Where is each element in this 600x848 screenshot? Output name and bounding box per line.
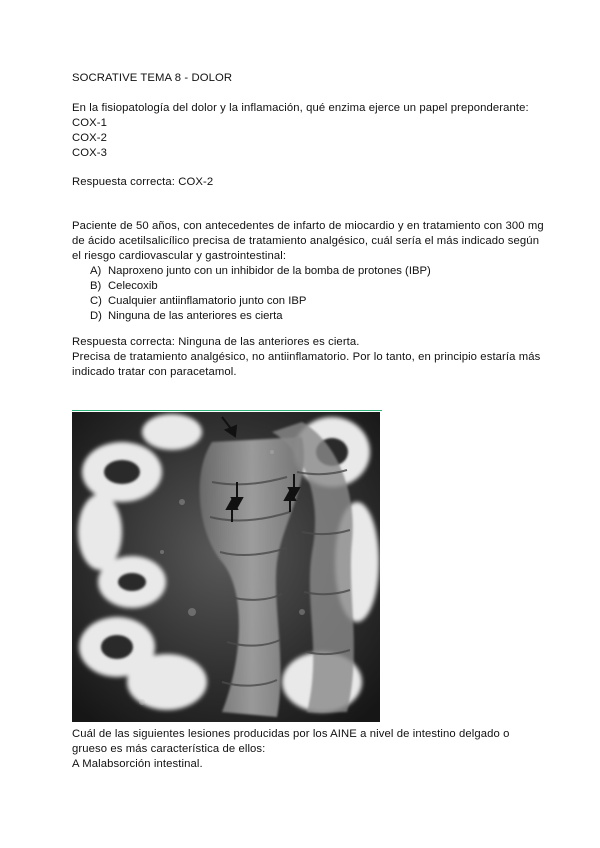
option-text: Celecoxib: [108, 280, 158, 292]
q2-option-d: [90, 309, 283, 324]
q1-option-2: COX-2: [72, 132, 108, 144]
q3-option-a: A Malabsorción intestinal.: [72, 758, 203, 770]
document-title: SOCRATIVE TEMA 8 - DOLOR: [72, 72, 233, 84]
option-text: Cualquier antiinflamatorio junto con IBP: [108, 295, 307, 307]
q2-line-3: el riesgo cardiovascular y gastrointestinal:: [72, 250, 287, 262]
q2-option-a: [90, 264, 431, 279]
q2-option-b: [90, 279, 158, 294]
option-text: Naproxeno junto con un inhibidor de la bomba de protones (IBP): [108, 265, 431, 277]
divider-line: [72, 410, 382, 411]
q2-line-1: Paciente de 50 años, con antecedentes de infarto de miocardio y en tratamiento con 300 mg: [72, 220, 544, 232]
question-1: En la fisiopatología del dolor y la inflamación, qué enzima ejerce un papel preponderante:: [72, 102, 529, 114]
xray-image: [72, 412, 380, 722]
option-letter: D): [90, 310, 102, 322]
option-text: Ninguna de las anteriores es cierta: [108, 310, 283, 322]
q1-option-1: COX-1: [72, 117, 108, 129]
q2-answer-line-3: indicado tratar con paracetamol.: [72, 366, 237, 378]
q2-option-c: [90, 294, 306, 309]
q2-answer-line-2: Precisa de tratamiento analgésico, no antiinflamatorio. Por lo tanto, en principio estaría más: [72, 351, 541, 363]
q1-answer: Respuesta correcta: COX-2: [72, 176, 214, 188]
option-letter: A): [90, 265, 102, 277]
option-letter: B): [90, 280, 102, 292]
q3-line-2: grueso es más característica de ellos:: [72, 743, 266, 755]
q3-line-1: Cuál de las siguientes lesiones producidas por los AINE a nivel de intestino delgado o: [72, 728, 510, 740]
q2-line-2: de ácido acetilsalicílico precisa de tratamiento analgésico, cuál sería el más indicado según: [72, 235, 540, 247]
q1-option-3: COX-3: [72, 147, 108, 159]
option-letter: C): [90, 295, 102, 307]
q2-answer-line-1: Respuesta correcta: Ninguna de las anteriores es cierta.: [72, 336, 360, 348]
